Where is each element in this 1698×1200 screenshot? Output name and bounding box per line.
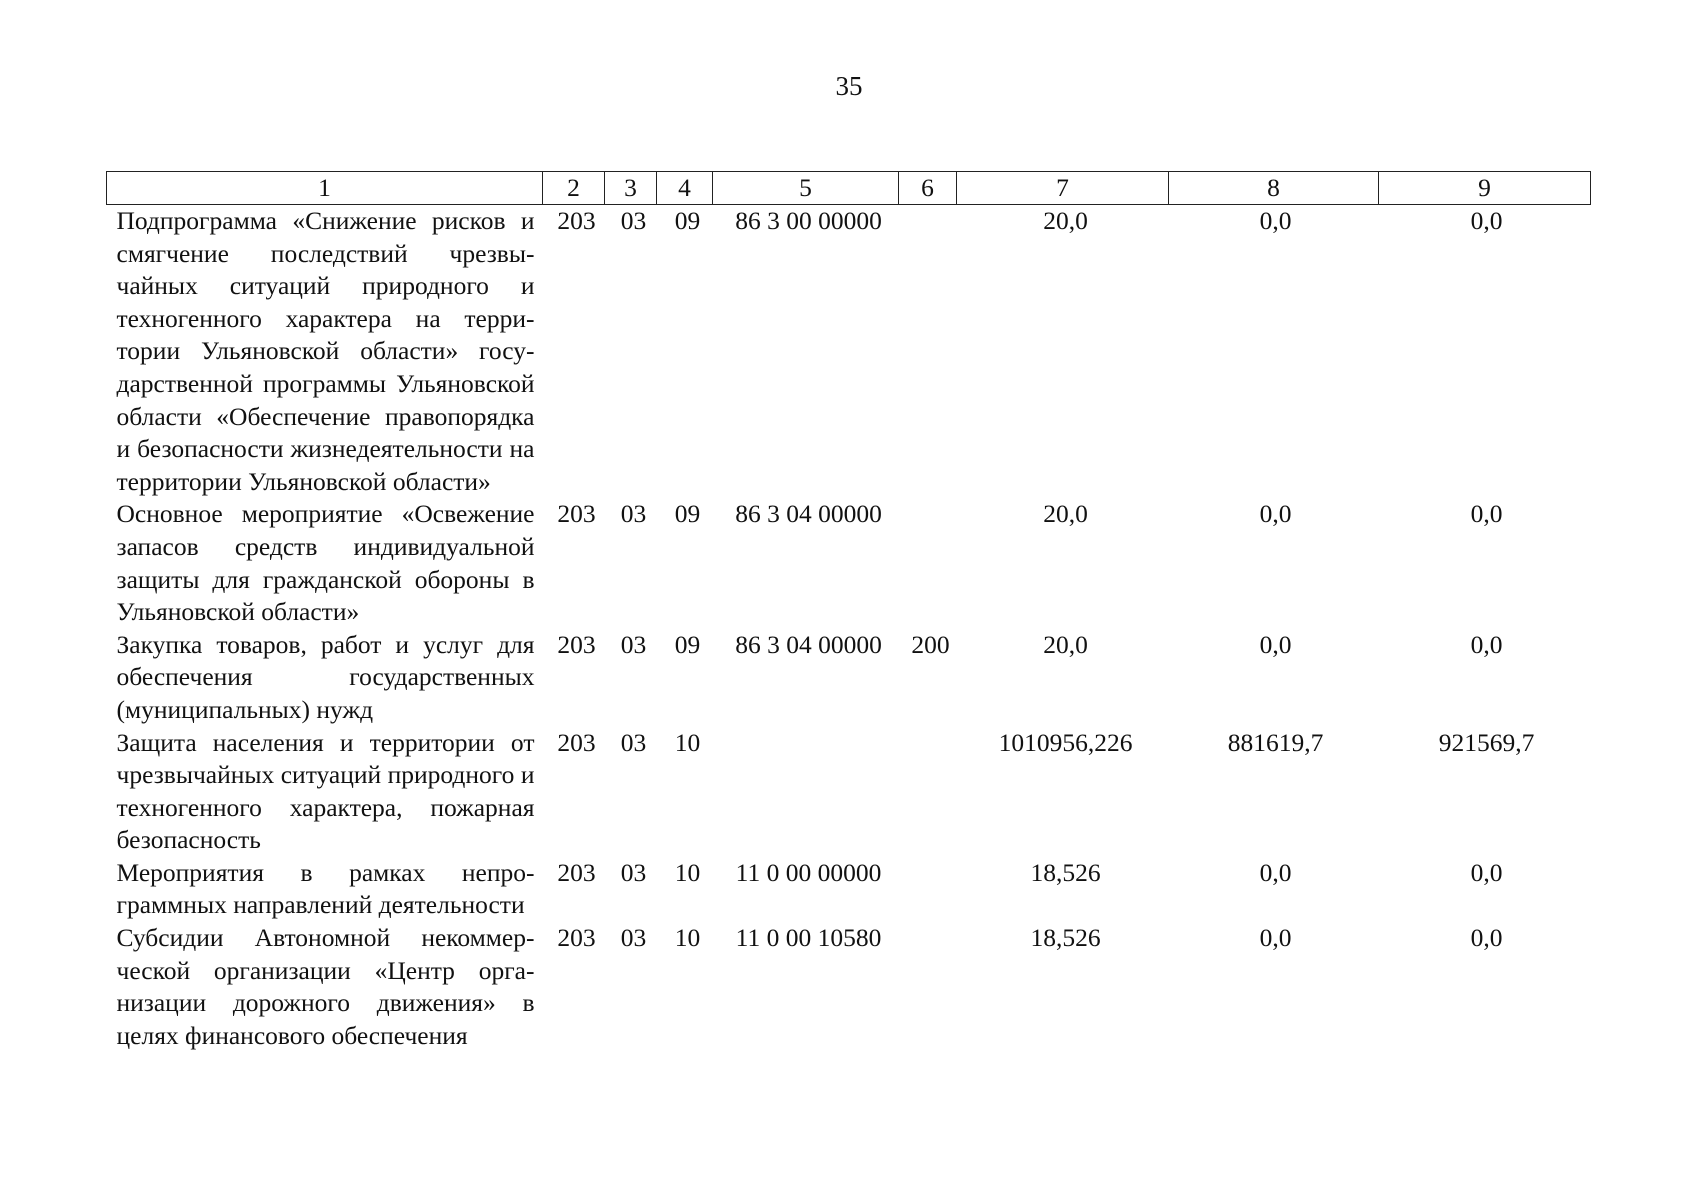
row-amount-col7: 18,526 [1030,923,1101,953]
row-amount-col7: 20,0 [1043,499,1088,529]
row-code-admin: 203 [557,499,596,529]
row-name: Основное мероприятие «Освежение запасов средств индивидуальной защиты для гражданской обороны в Ульяновской области» [116,499,535,627]
row-code-target: 11 0 00 10580 [735,923,882,953]
row-amount-col9: 0,0 [1470,857,1503,887]
row-code-expense-type [899,727,957,857]
row-code-admin: 203 [557,629,596,659]
table-body [107,205,1591,1053]
row-code-expense-type [899,922,957,1052]
column-header-5: 5 [713,172,899,205]
row-code-subsection: 10 [674,923,701,953]
table-row [107,498,1591,628]
row-amount-col8: 0,0 [1259,206,1292,235]
row-code-expense-type [899,498,957,628]
row-code-admin: 203 [557,857,596,887]
row-code-section: 03 [620,499,647,529]
row-code-subsection: 10 [674,857,701,887]
row-code-expense-type [899,205,957,499]
budget-table [106,171,1591,1052]
row-code-target: 11 0 00 00000 [735,857,882,887]
row-amount-col8: 881619,7 [1227,727,1324,757]
table-row [107,205,1591,499]
row-amount-col7: 20,0 [1043,206,1088,235]
column-header-6: 6 [899,172,957,205]
page-number: 35 [835,71,863,101]
table-header [107,172,1591,205]
row-code-target: 86 3 00 00000 [735,206,882,235]
row-amount-col7: 1010956,226 [998,727,1133,757]
row-name: Мероприятия в рамках непрограммных направлений деятельности [116,857,535,920]
column-header-9: 9 [1379,172,1591,205]
row-code-admin: 203 [557,727,596,757]
row-code-subsection: 09 [674,499,701,529]
row-code-section: 03 [620,629,647,659]
row-code-section: 03 [620,857,647,887]
table-row [107,629,1591,727]
row-code-subsection: 09 [674,206,701,235]
column-header-8: 8 [1169,172,1379,205]
row-code-admin: 203 [557,206,596,235]
row-code-admin: 203 [557,923,596,953]
row-amount-col9: 0,0 [1470,206,1503,235]
row-code-subsection: 09 [674,629,701,659]
row-code-section: 03 [620,727,647,757]
row-name: Защита населения и территории от чрезвычайных ситуаций природного и техногенного характера, пожарная безопасность [116,727,535,855]
column-header-2: 2 [543,172,605,205]
row-amount-col8: 0,0 [1259,629,1292,659]
row-code-target: 86 3 04 00000 [735,499,882,529]
column-header-7: 7 [957,172,1169,205]
row-amount-col8: 0,0 [1259,923,1292,953]
table-row [107,727,1591,857]
row-code-section: 03 [620,206,647,235]
row-amount-col9: 0,0 [1470,499,1503,529]
row-amount-col8: 0,0 [1259,499,1292,529]
row-code-section: 03 [620,923,647,953]
row-amount-col9: 0,0 [1470,923,1503,953]
column-header-4: 4 [657,172,713,205]
row-code-expense-type: 200 [911,629,950,659]
row-code-expense-type [899,857,957,922]
header-row [107,172,1591,205]
column-header-3: 3 [605,172,657,205]
row-code-target [713,727,899,857]
row-name: Закупка товаров, работ и услуг для обеспечения государственных (муниципальных) нужд [116,629,535,724]
row-name: Субсидии Автономной некоммерческой организации «Центр организации дорожного движения» в целях финансового обеспечения [116,923,535,1050]
row-name: Подпрограмма «Снижение рисков и смягчение последствий чрезвычайных ситуаций природного и техногенного характера на территории Ульяновской области» государственной программы Ульяновской области «Обеспечение правопорядка и безопасности жизнедеятельности на территории Ульяновской области» [116,206,535,496]
row-amount-col9: 921569,7 [1438,727,1535,757]
table-row [107,922,1591,1052]
row-amount-col7: 20,0 [1043,629,1088,659]
row-code-target: 86 3 04 00000 [735,629,882,659]
row-amount-col7: 18,526 [1030,857,1101,887]
row-amount-col8: 0,0 [1259,857,1292,887]
table-row [107,857,1591,922]
row-amount-col9: 0,0 [1470,629,1503,659]
row-code-subsection: 10 [674,727,701,757]
column-header-1: 1 [107,172,543,205]
